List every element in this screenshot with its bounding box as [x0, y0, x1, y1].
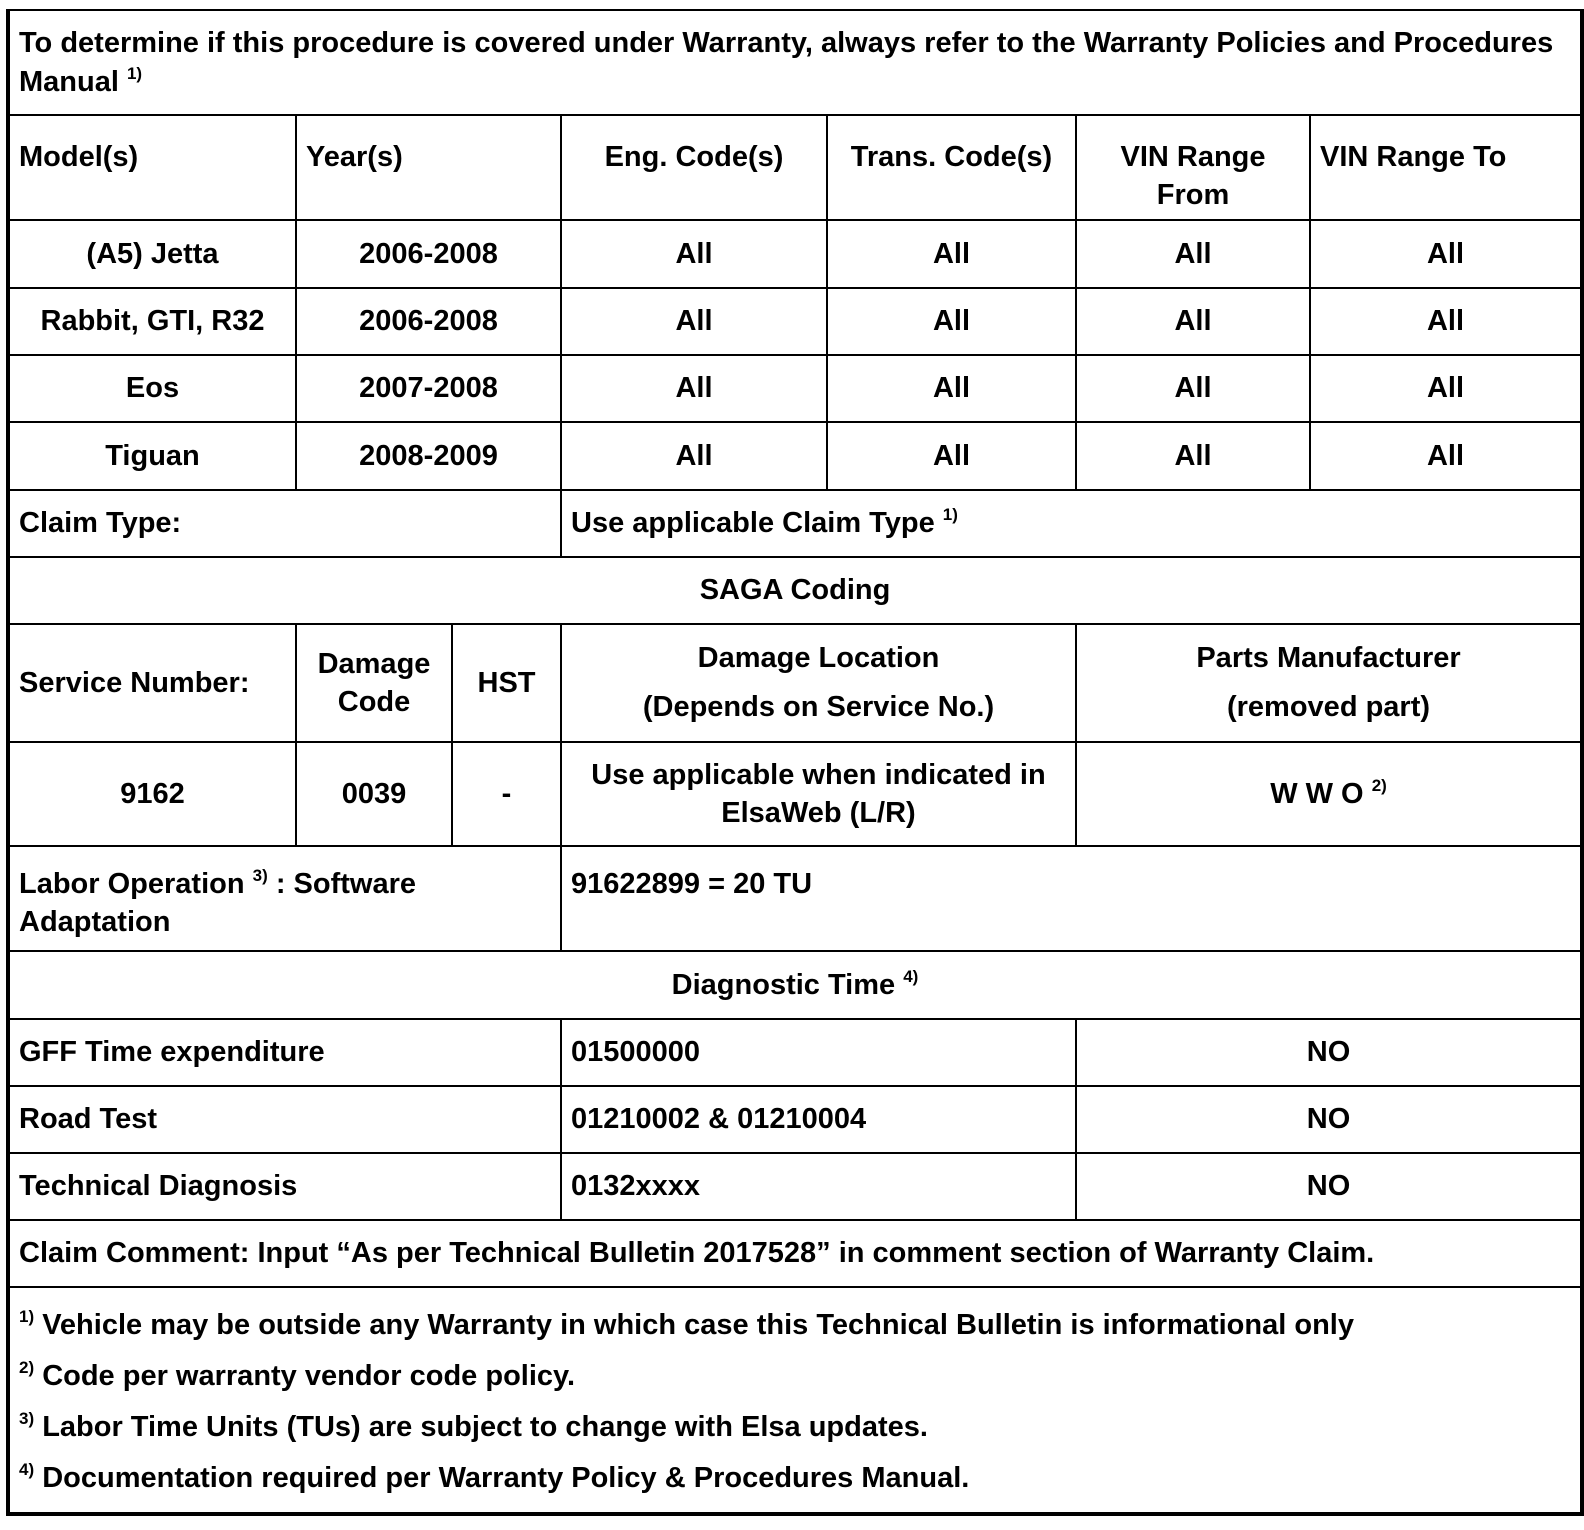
- vehicle-row: [9, 220, 1581, 288]
- vehicle-vin-from: All: [1076, 422, 1310, 490]
- intro-note: 1): [126, 63, 143, 83]
- damage-location-label-cell: [561, 624, 1076, 742]
- footnote-mark: 1): [19, 1307, 35, 1326]
- hst-label: HST: [452, 624, 561, 742]
- intro-text: To determine if this procedure is covered under Warranty, always refer to the Warranty Policies and Procedures Manual: [19, 27, 1554, 98]
- labor-label-prefix: Labor Operation: [19, 868, 245, 900]
- claim-type-label: Claim Type:: [9, 490, 561, 557]
- claim-comment: Claim Comment: Input “As per Technical Bulletin 2017528” in comment section of Warranty Claim.: [9, 1220, 1581, 1287]
- footnote-mark: 2): [19, 1358, 35, 1377]
- header-eng: Eng. Code(s): [561, 115, 827, 220]
- diagnostic-row: [9, 1086, 1581, 1153]
- vehicle-row: [9, 355, 1581, 422]
- vehicle-vin-to: All: [1310, 220, 1581, 288]
- saga-value-row: [9, 742, 1581, 846]
- header-years: Year(s): [296, 115, 561, 220]
- vehicle-vin-to: All: [1310, 288, 1581, 355]
- saga-title-row: [9, 557, 1581, 624]
- vehicle-trans: All: [827, 422, 1076, 490]
- vehicle-years: 2006-2008: [296, 288, 561, 355]
- vehicle-eng: All: [561, 220, 827, 288]
- diagnostic-label: Road Test: [9, 1086, 561, 1153]
- damage-location: Use applicable when indicated in ElsaWeb (L/R): [561, 742, 1076, 846]
- claim-comment-row: [9, 1220, 1581, 1287]
- vehicle-years: 2006-2008: [296, 220, 561, 288]
- vehicle-vin-to: All: [1310, 355, 1581, 422]
- footnote: [19, 1302, 1571, 1353]
- parts-manufacturer: W W O: [1270, 777, 1364, 810]
- diagnostic-code: 0132xxxx: [561, 1153, 1076, 1220]
- vehicle-vin-to: All: [1310, 422, 1581, 490]
- footnotes: [9, 1287, 1581, 1513]
- claim-type-row: [9, 490, 1581, 557]
- labor-value: 91622899 = 20 TU: [561, 846, 1581, 951]
- vehicle-vin-from: All: [1076, 288, 1310, 355]
- vehicle-vin-from: All: [1076, 355, 1310, 422]
- vehicle-years: 2008-2009: [296, 422, 561, 490]
- vehicle-eng: All: [561, 355, 827, 422]
- header-row: [9, 115, 1581, 220]
- intro-row: [9, 11, 1581, 115]
- header-vin-to: VIN Range To: [1310, 115, 1581, 220]
- vehicle-years: 2007-2008: [296, 355, 561, 422]
- damage-code-label: Damage Code: [296, 624, 452, 742]
- vehicle-model: Tiguan: [9, 422, 296, 490]
- diagnostic-code: 01500000: [561, 1019, 1076, 1086]
- footnote-mark: 3): [19, 1409, 35, 1428]
- saga-header-row: [9, 624, 1581, 742]
- footnote: [19, 1353, 1571, 1404]
- damage-code: 0039: [296, 742, 452, 846]
- claim-type-note: 1): [942, 505, 958, 525]
- diagnostic-row: [9, 1153, 1581, 1220]
- labor-note: 3): [252, 866, 268, 885]
- vehicle-vin-from: All: [1076, 220, 1310, 288]
- service-number: 9162: [9, 742, 296, 846]
- footnote: [19, 1404, 1571, 1455]
- claim-type-value-cell: [561, 490, 1581, 557]
- header-models: Model(s): [9, 115, 296, 220]
- diagnostic-row: [9, 1019, 1581, 1086]
- saga-title: SAGA Coding: [9, 557, 1581, 624]
- diagnostic-flag: NO: [1076, 1086, 1581, 1153]
- parts-manufacturer-note: 2): [1371, 775, 1387, 795]
- footnote: [19, 1455, 1571, 1506]
- diagnostic-label: GFF Time expenditure: [9, 1019, 561, 1086]
- claim-type-value: Use applicable Claim Type: [571, 507, 935, 540]
- footnote-mark: 4): [19, 1460, 35, 1479]
- footnote-text: Documentation required per Warranty Policy & Procedures Manual.: [42, 1462, 970, 1494]
- diagnostic-title-row: [9, 951, 1581, 1019]
- parts-manufacturer-label-cell: [1076, 624, 1581, 742]
- diagnostic-flag: NO: [1076, 1019, 1581, 1086]
- service-number-label: Service Number:: [9, 624, 296, 742]
- warranty-table: [6, 9, 1584, 1516]
- parts-manufacturer-label: Parts Manufacturer: [1196, 641, 1461, 674]
- vehicle-model: Eos: [9, 355, 296, 422]
- diagnostic-label: Technical Diagnosis: [9, 1153, 561, 1220]
- diagnostic-note: 4): [903, 966, 919, 986]
- labor-row: [9, 846, 1581, 951]
- parts-manufacturer-cell: [1076, 742, 1581, 846]
- parts-manufacturer-sub: (removed part): [1226, 691, 1431, 723]
- footnote-text: Vehicle may be outside any Warranty in which case this Technical Bulletin is informational only: [42, 1309, 1354, 1341]
- header-trans: Trans. Code(s): [827, 115, 1076, 220]
- damage-location-label: Damage Location: [697, 641, 940, 674]
- vehicle-model: (A5) Jetta: [9, 220, 296, 288]
- vehicle-trans: All: [827, 288, 1076, 355]
- vehicle-eng: All: [561, 288, 827, 355]
- intro-cell: [9, 11, 1581, 115]
- labor-label-cell: [9, 846, 561, 951]
- vehicle-trans: All: [827, 355, 1076, 422]
- diagnostic-flag: NO: [1076, 1153, 1581, 1220]
- diagnostic-title: Diagnostic Time: [671, 968, 896, 1001]
- vehicle-trans: All: [827, 220, 1076, 288]
- vehicle-model: Rabbit, GTI, R32: [9, 288, 296, 355]
- vehicle-eng: All: [561, 422, 827, 490]
- labor-label-suffix: : Software Adaptation: [19, 868, 417, 939]
- footnote-text: Labor Time Units (TUs) are subject to change with Elsa updates.: [42, 1411, 928, 1443]
- footnotes-row: [9, 1287, 1581, 1513]
- diagnostic-code: 01210002 & 01210004: [561, 1086, 1076, 1153]
- vehicle-row: [9, 422, 1581, 490]
- damage-location-sub: (Depends on Service No.): [642, 691, 995, 723]
- vehicle-row: [9, 288, 1581, 355]
- hst-value: -: [452, 742, 561, 846]
- footnote-text: Code per warranty vendor code policy.: [42, 1360, 576, 1392]
- header-vin-from: VIN Range From: [1076, 115, 1310, 220]
- diagnostic-title-cell: [9, 951, 1581, 1019]
